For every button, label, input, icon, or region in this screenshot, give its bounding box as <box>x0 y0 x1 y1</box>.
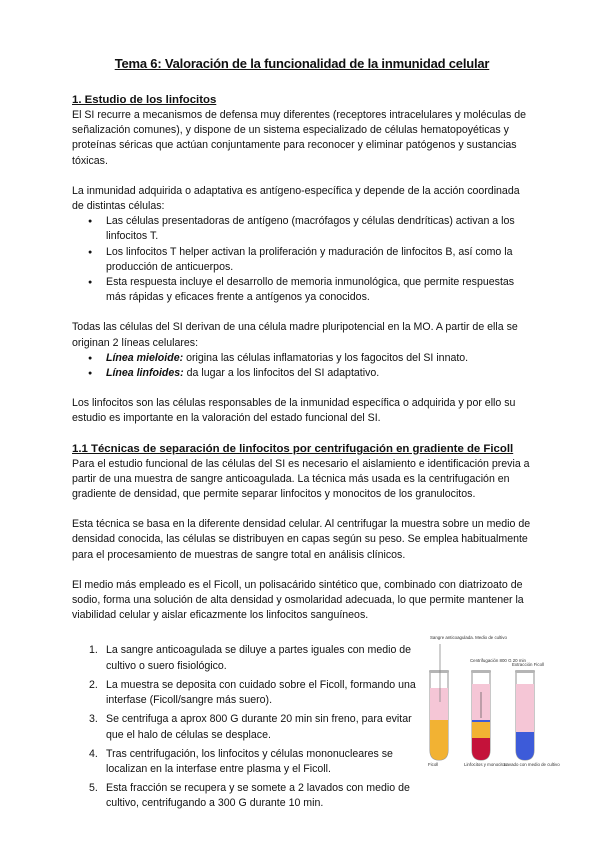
cell-lines-list <box>72 351 532 381</box>
section-1-1-paragraph-2: Esta técnica se basa en la diferente densidad celular. Al centrifugar la muestra sobre un medio de densidad conocida, las células se distribuyen en capas según su peso. Se emplea habitualmente para el procesamiento de muestras de sangre total en análisis clínicos. <box>72 518 531 561</box>
document-title: Tema 6: Valoración de la funcionalidad de la inmunidad celular <box>114 56 490 71</box>
ficoll-steps-list <box>72 643 417 811</box>
label-top-left: Sangre anticoagulada. Medio de cultivo <box>430 635 507 640</box>
list-item: 3. Se centrifuga a aprox 800 G durante 20 min sin freno, para evitar que el halo de células se desplace. <box>89 713 412 741</box>
list-item <box>106 366 532 381</box>
list-item: 4. Tras centrifugación, los linfocitos y células mononucleares se localizan en la interfase entre plasma y el Ficoll. <box>89 747 393 775</box>
label-top-right: Extracción Ficoll <box>512 662 544 667</box>
section-1-paragraph-3: Todas las células del SI derivan de una célula madre pluripotencial en la MO. A partir de ella se originan 2 líneas celulares: <box>72 321 518 349</box>
label-bottom-left: Ficoll <box>428 762 439 767</box>
section-1-heading: 1. Estudio de los linfocitos <box>72 94 217 106</box>
tube-2 <box>471 670 491 760</box>
list-item: ● Esta respuesta incluye el desarrollo de memoria inmunológica, que permite respuestas más rápidas y eficaces frente a antígenos ya conocidos. <box>106 275 532 305</box>
list-item: 5. Esta fracción se recupera y se somete a 2 lavados con medio de cultivo, centrifugando a 300 G durante 10 min. <box>89 782 410 810</box>
list-item: 2. La muestra se deposita con cuidado sobre el Ficoll, formando una interfase (Ficoll/sangre más suero). <box>89 678 416 707</box>
term-lymphoid-text: da lugar a los linfocitos del SI adaptativo. <box>183 367 380 380</box>
list-item: ● Los linfocitos T helper activan la proliferación y maduración de linfocitos B, así como la producción de anticuerpos. <box>106 245 532 275</box>
tube-1 <box>429 670 449 760</box>
section-1-1-heading: 1.1 Técnicas de separación de linfocitos por centrifugación en gradiente de Ficoll <box>72 442 514 455</box>
section-1-paragraph-4: Los linfocitos son las células responsables de la inmunidad específica o adquirida y por ello su estudio es importante en la valoración del estado funcional del SI. <box>72 397 516 425</box>
term-myeloid-text: origina las células inflamatorias y los fagocitos del SI innato. <box>183 351 469 364</box>
label-top-mid: Centrifugación 800 G 20 min <box>470 658 526 663</box>
ficoll-tubes-illustration <box>420 632 560 770</box>
section-1-paragraph-1: El SI recurre a mecanismos de defensa muy diferentes (receptores intracelulares y moléculas de señalización comunes), y dispone de un sistema especializado de células hematopoyéticas y proteínas séricas que actúan conjuntamente para reconocer y eliminar patógenos y sustancias tóxicas. <box>72 109 526 167</box>
ficoll-tubes-figure <box>420 632 560 770</box>
tube-3 <box>515 670 535 760</box>
list-item: ● Las células presentadoras de antígeno (macrófagos y células dendríticas) activan a los linfocitos T. <box>106 214 532 244</box>
label-bottom-right: Lavado con medio de cultivo <box>504 762 560 767</box>
list-item: 1. La sangre anticoagulada se diluye a partes iguales con medio de cultivo o suero fisiológico. <box>89 644 412 672</box>
section-1-paragraph-2: La inmunidad adquirida o adaptativa es antígeno-específica y depende de la acción coordinada de distintas células: <box>72 184 520 213</box>
adaptive-immunity-list <box>72 214 532 305</box>
term-myeloid: Línea mieloide: <box>106 351 184 364</box>
section-1-1-paragraph-1: Para el estudio funcional de las células del SI es necesario el aislamiento e identificación previa a partir de una muestra de sangre anticoagulada. La técnica más usada es la centrifugación en gradiente de densidad, que permite separar linfocitos y monocitos de los granulocitos. <box>72 457 530 501</box>
list-item <box>106 351 532 366</box>
term-lymphoid: Línea linfoides: <box>106 367 184 380</box>
label-bottom-mid: Linfocitos y monocitos <box>464 762 508 767</box>
section-1-1-paragraph-3: El medio más empleado es el Ficoll, un polisacárido sintético que, combinado con diatrizoato de sodio, forma una solución de alta densidad y osmolaridad adecuada, lo que permite mantener la viabilidad celular y aislar eficazmente los linfocitos sanguíneos. <box>72 578 524 622</box>
